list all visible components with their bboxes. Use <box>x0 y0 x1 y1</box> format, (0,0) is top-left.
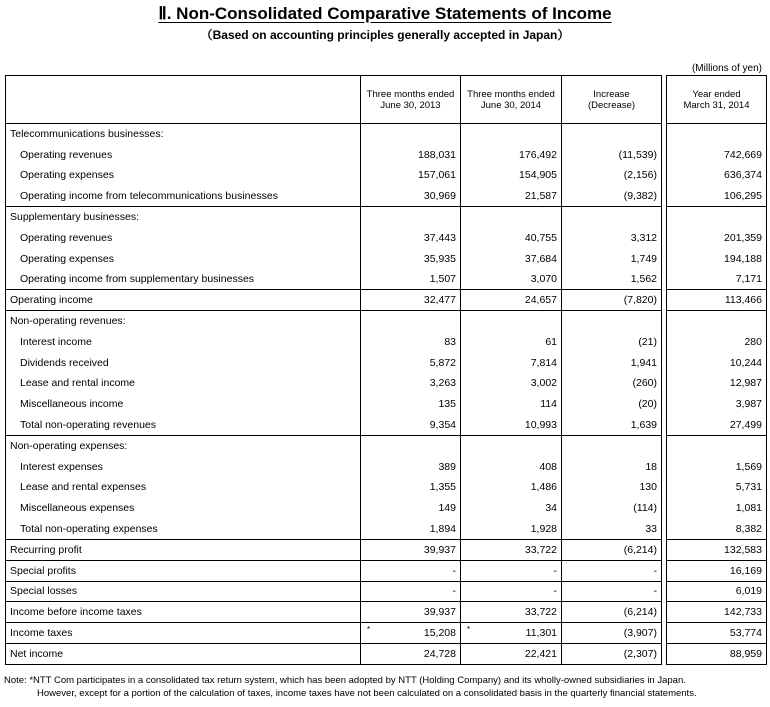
value-change: 18 <box>562 456 662 477</box>
table-row <box>6 290 767 311</box>
value-2014: 3,070 <box>461 269 562 290</box>
value-2013: 24,728 <box>361 643 461 664</box>
asterisk-mark: * <box>367 625 371 635</box>
page-title: Ⅱ. Non-Consolidated Comparative Statements of Income <box>158 4 612 23</box>
table-row <box>6 435 767 456</box>
asterisk-mark: * <box>467 625 471 635</box>
table-row <box>6 602 767 623</box>
value-2014: 7,814 <box>461 352 562 373</box>
value-2014: 10,993 <box>461 415 562 436</box>
table-row <box>6 331 767 352</box>
value-change: (3,907) <box>562 623 662 644</box>
footnote-line: However, except for a portion of the calculation of taxes, income taxes have not been calculated on a consolidated basis in the quarterly financial statements. <box>37 688 697 699</box>
value-2013 <box>361 207 461 228</box>
value-2014: 1,928 <box>461 519 562 540</box>
footnotes <box>4 674 697 700</box>
row-label: Non-operating expenses: <box>6 435 361 456</box>
value-fy2014: 280 <box>667 331 767 352</box>
value-change: 1,749 <box>562 248 662 269</box>
value-2014: - <box>461 560 562 581</box>
value-fy2014: 142,733 <box>667 602 767 623</box>
value-fy2014: 12,987 <box>667 373 767 394</box>
value-fy2014: 7,171 <box>667 269 767 290</box>
value-2013: 37,443 <box>361 227 461 248</box>
value-2013: 5,872 <box>361 352 461 373</box>
value-2013: 135 <box>361 394 461 415</box>
header-increase-decrease: Increase (Decrease) <box>562 76 662 124</box>
units-label: (Millions of yen) <box>691 63 762 74</box>
value-fy2014: 6,019 <box>667 581 767 602</box>
value-2014 <box>461 311 562 332</box>
value-change: - <box>562 581 662 602</box>
value-change: (6,214) <box>562 539 662 560</box>
value-change <box>562 311 662 332</box>
value-fy2014: 1,569 <box>667 456 767 477</box>
row-label: Total non-operating expenses <box>6 519 361 540</box>
row-label: Miscellaneous income <box>6 394 361 415</box>
table-row <box>6 498 767 519</box>
value-change: (7,820) <box>562 290 662 311</box>
row-label: Operating expenses <box>6 165 361 186</box>
row-label: Operating expenses <box>6 248 361 269</box>
table-row <box>6 207 767 228</box>
value-2014: 408 <box>461 456 562 477</box>
row-label: Lease and rental income <box>6 373 361 394</box>
table-row <box>6 623 767 644</box>
value-fy2014: 636,374 <box>667 165 767 186</box>
value-2014: 21,587 <box>461 186 562 207</box>
value-2013: 157,061 <box>361 165 461 186</box>
value-2014: 24,657 <box>461 290 562 311</box>
value-2013: 389 <box>361 456 461 477</box>
value-change <box>562 435 662 456</box>
value-2014: * 11,301 <box>461 623 562 644</box>
table-row <box>6 144 767 165</box>
footnote-line: Note: *NTT Com participates in a consolidated tax return system, which has been adopted by NTT (Holding Company) and its wholly-owned subsidiaries in Japan. <box>4 675 686 686</box>
value-change: (2,307) <box>562 643 662 664</box>
value-2013: 35,935 <box>361 248 461 269</box>
value-change <box>562 124 662 145</box>
row-label: Total non-operating revenues <box>6 415 361 436</box>
table-row <box>6 415 767 436</box>
value-2014: 3,002 <box>461 373 562 394</box>
value-fy2014: 106,295 <box>667 186 767 207</box>
row-label: Net income <box>6 643 361 664</box>
value-2013: 39,937 <box>361 539 461 560</box>
table-row <box>6 352 767 373</box>
row-label: Non-operating revenues: <box>6 311 361 332</box>
value-fy2014: 3,987 <box>667 394 767 415</box>
value-2014: 114 <box>461 394 562 415</box>
value-2014: 1,486 <box>461 477 562 498</box>
table-row <box>6 456 767 477</box>
value-fy2014: 5,731 <box>667 477 767 498</box>
row-label: Special profits <box>6 560 361 581</box>
value-fy2014: 742,669 <box>667 144 767 165</box>
value-fy2014: 194,188 <box>667 248 767 269</box>
value-2013 <box>361 311 461 332</box>
table-row <box>6 311 767 332</box>
row-label: Miscellaneous expenses <box>6 498 361 519</box>
value-2014 <box>461 207 562 228</box>
row-label: Special losses <box>6 581 361 602</box>
header-year-ended-2014: Year ended March 31, 2014 <box>667 76 767 124</box>
row-label: Operating revenues <box>6 227 361 248</box>
table-row <box>6 394 767 415</box>
value-fy2014 <box>667 124 767 145</box>
value-2014: 33,722 <box>461 602 562 623</box>
value-2013: 9,354 <box>361 415 461 436</box>
value-2013: 1,894 <box>361 519 461 540</box>
value-2014: 22,421 <box>461 643 562 664</box>
value-fy2014: 88,959 <box>667 643 767 664</box>
value-change: 33 <box>562 519 662 540</box>
table-row <box>6 248 767 269</box>
value-fy2014: 113,466 <box>667 290 767 311</box>
value-change: (2,156) <box>562 165 662 186</box>
table-row <box>6 519 767 540</box>
header-label-cell <box>6 76 361 124</box>
value-2013: 32,477 <box>361 290 461 311</box>
value-fy2014: 8,382 <box>667 519 767 540</box>
value-change: (20) <box>562 394 662 415</box>
row-label: Income before income taxes <box>6 602 361 623</box>
value-2014: 34 <box>461 498 562 519</box>
value-change: 3,312 <box>562 227 662 248</box>
value-2013: 83 <box>361 331 461 352</box>
value-fy2014: 201,359 <box>667 227 767 248</box>
value-change: (11,539) <box>562 144 662 165</box>
value-2013: - <box>361 581 461 602</box>
value-change: 1,562 <box>562 269 662 290</box>
income-statement-table <box>5 75 766 665</box>
value-fy2014 <box>667 311 767 332</box>
value-2014: 176,492 <box>461 144 562 165</box>
value-2013: 30,969 <box>361 186 461 207</box>
value-2013: * 15,208 <box>361 623 461 644</box>
value-change <box>562 207 662 228</box>
value-2014: 33,722 <box>461 539 562 560</box>
table-row <box>6 373 767 394</box>
value-2013: 188,031 <box>361 144 461 165</box>
row-label: Operating income from supplementary businesses <box>6 269 361 290</box>
row-label: Dividends received <box>6 352 361 373</box>
header-three-months-2013: Three months ended June 30, 2013 <box>361 76 461 124</box>
value-change: (21) <box>562 331 662 352</box>
value-fy2014: 132,583 <box>667 539 767 560</box>
table-row <box>6 186 767 207</box>
row-label: Supplementary businesses: <box>6 207 361 228</box>
value-change: (260) <box>562 373 662 394</box>
row-label: Operating revenues <box>6 144 361 165</box>
row-label: Interest income <box>6 331 361 352</box>
value-2013: 39,937 <box>361 602 461 623</box>
value-fy2014: 53,774 <box>667 623 767 644</box>
page-subtitle: （Based on accounting principles generally accepted in Japan） <box>200 28 570 42</box>
row-label: Lease and rental expenses <box>6 477 361 498</box>
row-label: Recurring profit <box>6 539 361 560</box>
row-label: Operating income <box>6 290 361 311</box>
value-2014: 154,905 <box>461 165 562 186</box>
value-fy2014: 27,499 <box>667 415 767 436</box>
value-2014: 61 <box>461 331 562 352</box>
value-change: 1,639 <box>562 415 662 436</box>
value-2013: 3,263 <box>361 373 461 394</box>
table-row <box>6 539 767 560</box>
value-fy2014: 16,169 <box>667 560 767 581</box>
value-change: - <box>562 560 662 581</box>
value-2014: - <box>461 581 562 602</box>
value-fy2014 <box>667 435 767 456</box>
value-fy2014: 1,081 <box>667 498 767 519</box>
value-change: (114) <box>562 498 662 519</box>
value-fy2014 <box>667 207 767 228</box>
row-label: Interest expenses <box>6 456 361 477</box>
value-2013: 1,507 <box>361 269 461 290</box>
value-change: (9,382) <box>562 186 662 207</box>
table-row <box>6 269 767 290</box>
value-2013 <box>361 435 461 456</box>
value-2014: 40,755 <box>461 227 562 248</box>
value-2013: - <box>361 560 461 581</box>
row-label: Income taxes <box>6 623 361 644</box>
value-2013 <box>361 124 461 145</box>
table-row <box>6 643 767 664</box>
table-row <box>6 124 767 145</box>
value-2014 <box>461 124 562 145</box>
table-row <box>6 227 767 248</box>
table-row <box>6 477 767 498</box>
table-row <box>6 581 767 602</box>
value-2013: 1,355 <box>361 477 461 498</box>
row-label: Telecommunications businesses: <box>6 124 361 145</box>
value-change: 1,941 <box>562 352 662 373</box>
value-change: 130 <box>562 477 662 498</box>
value-2013: 149 <box>361 498 461 519</box>
table-row <box>6 165 767 186</box>
value-fy2014: 10,244 <box>667 352 767 373</box>
value-change: (6,214) <box>562 602 662 623</box>
header-three-months-2014: Three months ended June 30, 2014 <box>461 76 562 124</box>
table-row <box>6 560 767 581</box>
value-2014: 37,684 <box>461 248 562 269</box>
value-2014 <box>461 435 562 456</box>
row-label: Operating income from telecommunications businesses <box>6 186 361 207</box>
